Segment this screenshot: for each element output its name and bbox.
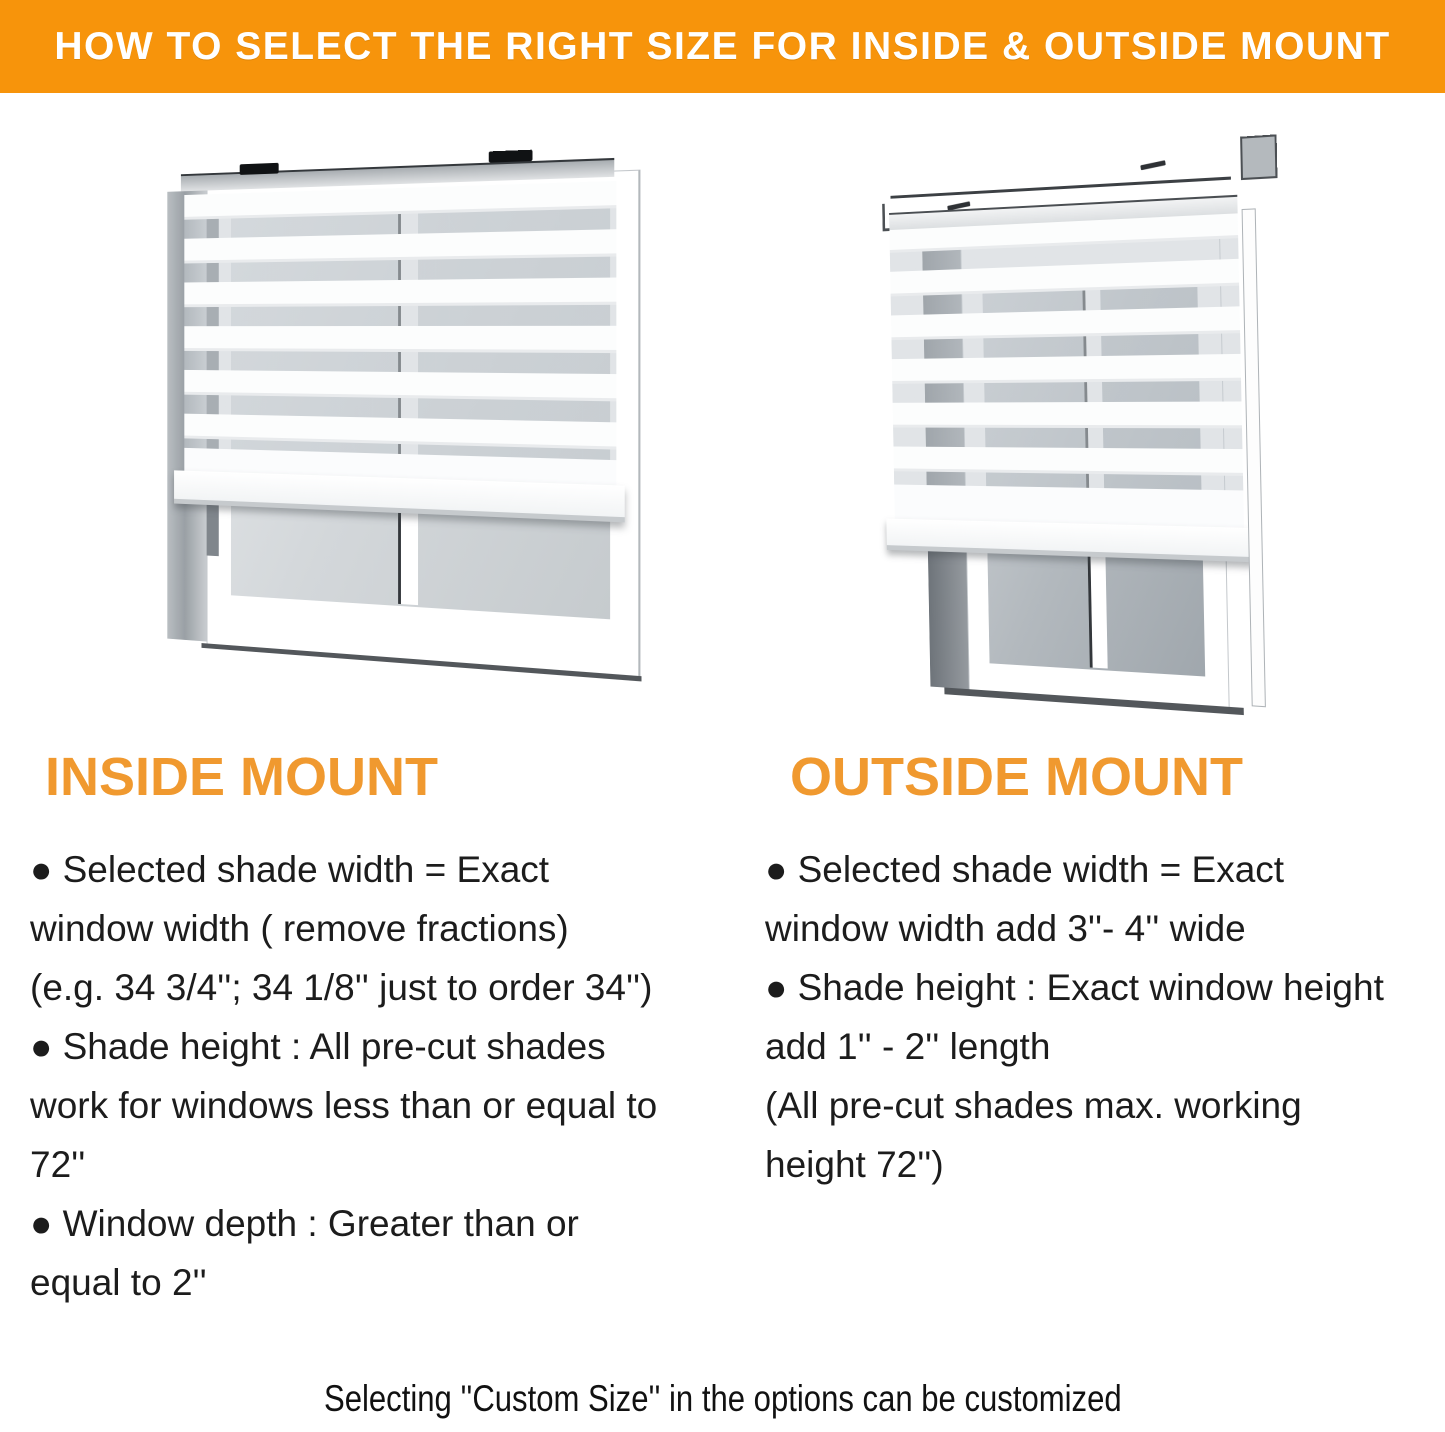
text-line: ● Shade height : All pre-cut shades [30,1026,606,1067]
wall-edge-line [890,177,1230,199]
outside-mount-illustration [850,146,1350,746]
inside-mount-bullets [30,840,735,1312]
inside-mount-window-icon [167,146,660,689]
footer-note: Selecting ''Custom Size'' in the options can be customized [323,1378,1122,1419]
shade-side-channel [1242,208,1266,707]
mounting-bracket-icon [240,163,279,175]
wall-screw-mark [1140,160,1166,170]
corner-bracket-icon [1240,134,1277,180]
text-line: height 72'') [765,1144,944,1185]
text-line: add 1'' - 2'' length [765,1026,1051,1067]
text-line: 72'' [30,1144,86,1185]
header-banner [0,0,1445,93]
footer [0,1378,1445,1420]
mounting-bracket-icon [489,150,533,163]
text-line: ● Selected shade width = Exact [30,849,550,890]
text-line: work for windows less than or equal to [30,1085,658,1126]
text-line: ● Selected shade width = Exact [765,849,1285,890]
inside-mount-heading: INSIDE MOUNT [45,747,439,807]
text-line: window width add 3''- 4'' wide [765,908,1246,949]
text-line: equal to 2'' [30,1262,207,1303]
text-line: (e.g. 34 3/4''; 34 1/8'' just to order 34'') [30,967,653,1008]
outside-mount-heading: OUTSIDE MOUNT [790,747,1243,807]
outside-mount-bullets [765,840,1445,1194]
text-line: window width ( remove fractions) [30,908,569,949]
zebra-shade-stripes [889,211,1243,492]
page-title: HOW TO SELECT THE RIGHT SIZE FOR INSIDE & OUTSIDE MOUNT [54,24,1391,68]
outside-mount-window-icon [875,130,1359,767]
zebra-shade-stripes [184,181,616,462]
inside-mount-illustration [140,156,660,668]
text-line: ● Shade height : Exact window height [765,967,1384,1008]
text-line: ● Window depth : Greater than or [30,1203,579,1244]
text-line: (All pre-cut shades max. working [765,1085,1302,1126]
